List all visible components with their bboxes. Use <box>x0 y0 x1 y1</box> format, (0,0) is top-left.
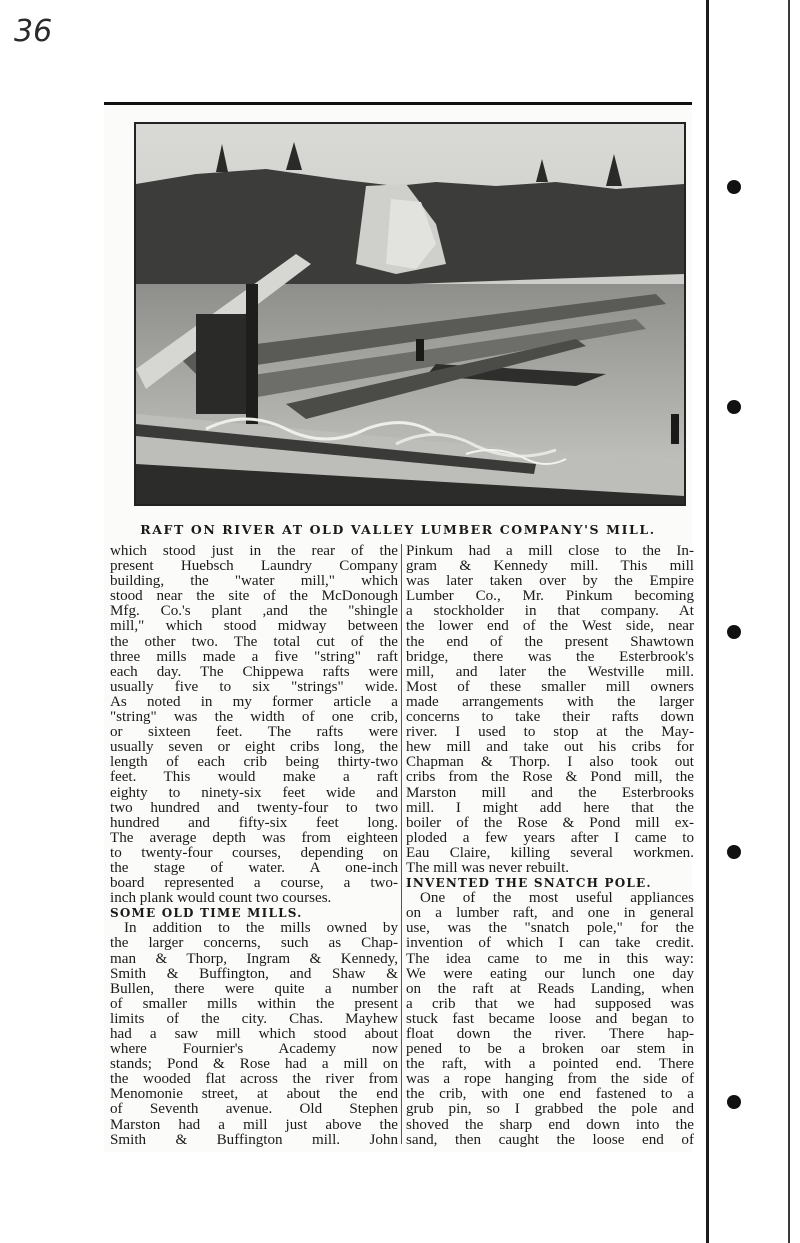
text-line: "string" was the width of one crib, <box>110 710 398 726</box>
text-line: Menomonie street, at about the end <box>110 1087 398 1103</box>
text-line: Marston had a mill just above the <box>110 1117 398 1133</box>
text-line: of smaller mills within the present <box>110 996 398 1012</box>
text-line: Mfg. Co.'s plant ,and the "shingle <box>110 604 398 620</box>
text-line: the crib, with one end fastened to a <box>406 1087 694 1103</box>
text-line: float down the river. There hap- <box>406 1027 694 1042</box>
text-line: was a rope hanging from the side of <box>406 1072 694 1088</box>
text-line: The mill was never rebuilt. <box>406 860 570 876</box>
text-line: limits of the city. Chas. Mayhew <box>110 1011 398 1027</box>
text-column-right <box>406 544 694 1149</box>
binder-edge-outer <box>788 0 790 1243</box>
section-heading: INVENTED THE SNATCH POLE. <box>406 876 652 891</box>
text-line: made arrangements with the larger <box>406 694 694 710</box>
text-line: Eau Claire, killing several workmen. <box>406 845 694 861</box>
text-line: stands; Pond & Rose had a mill on <box>110 1057 398 1073</box>
text-line: on a lumber raft, and one in general <box>406 906 694 922</box>
text-line: inch plank would count two courses. <box>110 891 332 907</box>
text-line: or sixteen feet. The rafts were <box>110 725 398 741</box>
text-line: Smith & Buffington, and Shaw & <box>110 966 398 982</box>
text-line: stuck fast became loose and began to <box>406 1011 694 1027</box>
text-line: Marston mill and the Esterbrooks <box>406 785 694 801</box>
punch-hole <box>727 845 741 859</box>
text-line: had a saw mill which stood about <box>110 1027 398 1042</box>
text-line: of Seventh avenue. Old Stephen <box>110 1102 398 1118</box>
text-line: a crib that we had supposed was <box>406 996 694 1012</box>
text-line: Pinkum had a mill close to the In- <box>406 544 694 559</box>
text-line: the raft, with a pointed end. There <box>406 1057 694 1073</box>
text-line: concerns to take their rafts down <box>406 710 694 726</box>
text-line: the larger concerns, such as Chap- <box>110 936 398 952</box>
text-line: where Fournier's Academy now <box>110 1042 398 1058</box>
text-line: hundred and fifty-six feet long. <box>110 815 398 831</box>
binder-edge <box>706 0 709 1243</box>
text-line: on the raft at Reads Landing, when <box>406 981 694 997</box>
text-line: eighty to ninety-six feet wide and <box>110 785 398 801</box>
text-line: length of each crib being thirty-two <box>110 755 398 771</box>
text-line: the stage of water. A one-inch <box>110 860 398 876</box>
text-line: building, the "water mill," which <box>110 574 398 590</box>
text-line: ploded a few years after I came to <box>406 830 694 846</box>
text-line: usually five to six "strings" wide. <box>110 679 398 695</box>
punch-hole <box>727 180 741 194</box>
text-line: two hundred and twenty-four to two <box>110 800 398 816</box>
text-line: the lower end of the West side, near <box>406 619 694 635</box>
text-line: As noted in my former article a <box>110 694 398 710</box>
text-line: the wooded flat across the river from <box>110 1072 398 1088</box>
text-line: the end of the present Shawtown <box>406 634 694 650</box>
text-line: the other two. The total cut of the <box>110 634 398 650</box>
text-line: cribs from the Rose & Pond mill, the <box>406 770 694 786</box>
text-line: each day. The Chippewa rafts were <box>110 664 398 680</box>
text-line: The idea came to me in this way: <box>406 951 694 967</box>
text-line: present Huebsch Laundry Company <box>110 559 398 575</box>
text-line: gram & Kennedy mill. This mill <box>406 559 694 575</box>
text-line: grub pin, so I grabbed the pole and <box>406 1102 694 1118</box>
punch-hole <box>727 625 741 639</box>
text-line: to twenty-four courses, depending on <box>110 845 398 861</box>
text-column-left <box>110 544 398 1149</box>
section-heading: SOME OLD TIME MILLS. <box>110 906 303 921</box>
text-line: a stockholder in that company. At <box>406 604 694 620</box>
text-line: shoved the sharp end down into the <box>406 1117 694 1133</box>
text-line: Chapman & Thorp. I also took out <box>406 755 694 771</box>
text-line: boiler of the Rose & Pond mill ex- <box>406 815 694 831</box>
text-line: mill, and later the Westville mill. <box>406 664 694 680</box>
text-line: three mills made a five "string" raft <box>110 649 398 665</box>
text-line: We were eating our lunch one day <box>406 966 694 982</box>
text-line: pened to be a broken oar stem in <box>406 1042 694 1058</box>
text-line: Bullen, there were quite a number <box>110 981 398 997</box>
text-line: invention of which I can take credit. <box>406 936 694 952</box>
text-line: In addition to the mills owned by <box>124 921 398 937</box>
text-line: bridge, there was the Esterbrook's <box>406 649 694 665</box>
text-line: One of the most useful appliances <box>420 891 694 907</box>
text-line: Smith & Buffington mill. John <box>110 1132 398 1148</box>
text-line: sand, then caught the loose end of <box>406 1132 694 1148</box>
text-line: river. I used to stop at the May- <box>406 725 694 741</box>
photo-raft-on-river <box>134 122 686 506</box>
column-divider <box>401 544 402 1144</box>
text-line: was later taken over by the Empire <box>406 574 694 590</box>
text-line: man & Thorp, Ingram & Kennedy, <box>110 951 398 967</box>
punch-hole <box>727 1095 741 1109</box>
text-line: feet. This would make a raft <box>110 770 398 786</box>
clipping-top-rule <box>104 102 692 105</box>
text-line: which stood just in the rear of the <box>110 544 398 559</box>
text-line: board represented a course, a two- <box>110 876 398 892</box>
text-line: mill," which stood midway between <box>110 619 398 635</box>
text-line: usually seven or eight cribs long, the <box>110 740 398 756</box>
text-line: Lumber Co., Mr. Pinkum becoming <box>406 589 694 605</box>
text-line: The average depth was from eighteen <box>110 830 398 846</box>
text-line: stood near the site of the McDonough <box>110 589 398 605</box>
text-line: use, was the "snatch pole," for the <box>406 921 694 937</box>
text-line: hew mill and take out his cribs for <box>406 740 694 756</box>
page-number: 36 <box>14 14 53 49</box>
punch-hole <box>727 400 741 414</box>
photo-caption: RAFT ON RIVER AT OLD VALLEY LUMBER COMPANY'S MILL. <box>140 522 656 537</box>
text-line: mill. I might add here that the <box>406 800 694 816</box>
newspaper-clipping <box>104 102 692 1152</box>
text-line: Most of these smaller mill owners <box>406 679 694 695</box>
